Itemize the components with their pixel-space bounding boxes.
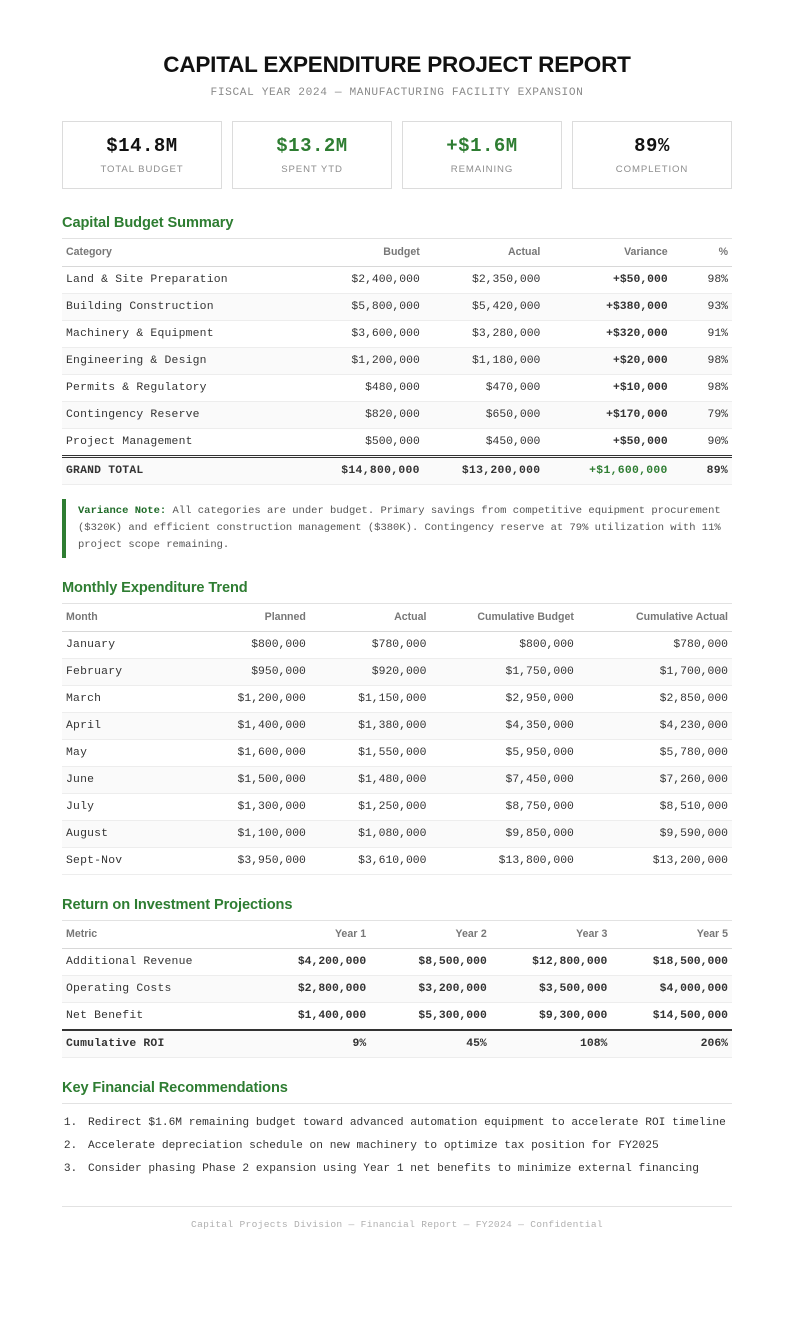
table-row xyxy=(62,293,732,320)
kpi-label: COMPLETION xyxy=(615,163,689,175)
cell-cumulative-actual: $8,510,000 xyxy=(578,793,732,820)
kpi-value: $14.8M xyxy=(106,135,178,157)
cell-month: January xyxy=(62,631,189,658)
grand-total-row xyxy=(62,456,732,484)
cell-cumulative-actual: $7,260,000 xyxy=(578,766,732,793)
column-header-planned: Planned xyxy=(189,603,310,631)
kpi-value: +$1.6M xyxy=(446,135,518,157)
cell-total-year5: 206% xyxy=(611,1030,732,1058)
column-header-actual: Actual xyxy=(424,238,545,266)
cell-total-pct: 89% xyxy=(672,456,732,484)
column-header-metric: Metric xyxy=(62,920,250,948)
cell-total-year3: 108% xyxy=(491,1030,612,1058)
cell-actual: $5,420,000 xyxy=(424,293,545,320)
section-key-recommendations xyxy=(62,1080,732,1178)
column-header-actual: Actual xyxy=(310,603,431,631)
cell-total-budget: $14,800,000 xyxy=(303,456,424,484)
cell-pct: 90% xyxy=(672,428,732,456)
cell-cumulative-budget: $5,950,000 xyxy=(430,739,577,766)
cell-month: Sept-Nov xyxy=(62,847,189,874)
section-heading: Key Financial Recommendations xyxy=(62,1079,288,1096)
table-row xyxy=(62,712,732,739)
cumulative-roi-row xyxy=(62,1030,732,1058)
column-header-month: Month xyxy=(62,603,189,631)
kpi-value: $13.2M xyxy=(276,135,348,157)
section-roi-projections xyxy=(62,897,732,1058)
cell-total-year1: 9% xyxy=(250,1030,371,1058)
cell-category: Engineering & Design xyxy=(62,347,303,374)
table-row xyxy=(62,428,732,456)
table-row xyxy=(62,766,732,793)
table-row xyxy=(62,793,732,820)
kpi-label: SPENT YTD xyxy=(281,163,343,175)
cell-month: May xyxy=(62,739,189,766)
cell-month: June xyxy=(62,766,189,793)
cell-cumulative-budget: $8,750,000 xyxy=(430,793,577,820)
kpi-card-completion xyxy=(572,121,732,189)
kpi-label: REMAINING xyxy=(450,163,514,175)
section-heading: Capital Budget Summary xyxy=(62,214,234,231)
cell-category: Building Construction xyxy=(62,293,303,320)
cell-actual: $3,280,000 xyxy=(424,320,545,347)
section-heading: Return on Investment Projections xyxy=(62,896,293,913)
cell-total-label: GRAND TOTAL xyxy=(62,456,303,484)
table-row xyxy=(62,975,732,1002)
cell-metric: Operating Costs xyxy=(62,975,250,1002)
cell-actual: $650,000 xyxy=(424,401,545,428)
cell-month: August xyxy=(62,820,189,847)
cell-pct: 93% xyxy=(672,293,732,320)
cell-planned: $800,000 xyxy=(189,631,310,658)
cell-budget: $500,000 xyxy=(303,428,424,456)
cell-year5: $4,000,000 xyxy=(611,975,732,1002)
cell-actual: $1,250,000 xyxy=(310,793,431,820)
cell-variance: +$170,000 xyxy=(544,401,671,428)
cell-actual: $470,000 xyxy=(424,374,545,401)
cell-planned: $1,300,000 xyxy=(189,793,310,820)
cell-pct: 98% xyxy=(672,347,732,374)
cell-month: February xyxy=(62,658,189,685)
cell-year2: $8,500,000 xyxy=(370,948,491,975)
cell-cumulative-budget: $2,950,000 xyxy=(430,685,577,712)
cell-actual: $920,000 xyxy=(310,658,431,685)
cell-planned: $950,000 xyxy=(189,658,310,685)
table-row xyxy=(62,266,732,293)
cell-pct: 91% xyxy=(672,320,732,347)
roi-projections-table xyxy=(62,920,732,1058)
kpi-card-spent-ytd xyxy=(232,121,392,189)
section-heading: Monthly Expenditure Trend xyxy=(62,579,248,596)
kpi-label: TOTAL BUDGET xyxy=(100,163,184,175)
list-item: 3. Consider phasing Phase 2 expansion using Year 1 net benefits to minimize external financing xyxy=(84,1160,732,1178)
table-header-row xyxy=(62,238,732,266)
cell-variance: +$380,000 xyxy=(544,293,671,320)
kpi-card-row xyxy=(62,121,732,189)
cell-year3: $3,500,000 xyxy=(491,975,612,1002)
budget-summary-table xyxy=(62,238,732,485)
cell-actual: $3,610,000 xyxy=(310,847,431,874)
cell-variance: +$50,000 xyxy=(544,266,671,293)
list-item: 2. Accelerate depreciation schedule on new machinery to optimize tax position for FY2025 xyxy=(84,1137,732,1155)
cell-year2: $5,300,000 xyxy=(370,1002,491,1030)
cell-year3: $12,800,000 xyxy=(491,948,612,975)
cell-cumulative-budget: $9,850,000 xyxy=(430,820,577,847)
column-header-year5: Year 5 xyxy=(611,920,732,948)
table-row xyxy=(62,320,732,347)
cell-budget: $2,400,000 xyxy=(303,266,424,293)
divider xyxy=(62,1103,732,1104)
table-row xyxy=(62,1002,732,1030)
cell-actual: $1,550,000 xyxy=(310,739,431,766)
column-header-pct: % xyxy=(672,238,732,266)
cell-year3: $9,300,000 xyxy=(491,1002,612,1030)
page-title: CAPITAL EXPENDITURE PROJECT REPORT xyxy=(163,52,631,77)
cell-cumulative-actual: $4,230,000 xyxy=(578,712,732,739)
page-subtitle: FISCAL YEAR 2024 — MANUFACTURING FACILITY EXPANSION xyxy=(210,87,584,99)
cell-metric: Additional Revenue xyxy=(62,948,250,975)
cell-cumulative-budget: $800,000 xyxy=(430,631,577,658)
cell-budget: $820,000 xyxy=(303,401,424,428)
cell-year5: $18,500,000 xyxy=(611,948,732,975)
cell-variance: +$320,000 xyxy=(544,320,671,347)
cell-cumulative-budget: $13,800,000 xyxy=(430,847,577,874)
column-header-variance: Variance xyxy=(544,238,671,266)
cell-month: July xyxy=(62,793,189,820)
cell-metric: Net Benefit xyxy=(62,1002,250,1030)
list-item: 1. Redirect $1.6M remaining budget toward advanced automation equipment to accelerate ROI timeline xyxy=(84,1114,732,1132)
cell-total-label: Cumulative ROI xyxy=(62,1030,250,1058)
table-row xyxy=(62,631,732,658)
cell-month: April xyxy=(62,712,189,739)
cell-cumulative-actual: $13,200,000 xyxy=(578,847,732,874)
cell-variance: +$50,000 xyxy=(544,428,671,456)
cell-category: Contingency Reserve xyxy=(62,401,303,428)
cell-year1: $1,400,000 xyxy=(250,1002,371,1030)
cell-budget: $480,000 xyxy=(303,374,424,401)
column-header-category: Category xyxy=(62,238,303,266)
cell-planned: $1,600,000 xyxy=(189,739,310,766)
recommendations-list xyxy=(62,1114,732,1178)
monthly-trend-table xyxy=(62,603,732,875)
variance-note-text: All categories are under budget. Primary savings from competitive equipment procurement ($320K) and efficient construction management ($380K). Contingency reserve at 79% utilization with 11% project scope remaining. xyxy=(78,504,721,551)
cell-pct: 79% xyxy=(672,401,732,428)
column-header-budget: Budget xyxy=(303,238,424,266)
table-row xyxy=(62,347,732,374)
variance-note xyxy=(62,499,732,558)
cell-cumulative-budget: $1,750,000 xyxy=(430,658,577,685)
table-row xyxy=(62,847,732,874)
kpi-card-remaining xyxy=(402,121,562,189)
cell-actual: $1,480,000 xyxy=(310,766,431,793)
table-row xyxy=(62,739,732,766)
cell-year2: $3,200,000 xyxy=(370,975,491,1002)
cell-actual: $780,000 xyxy=(310,631,431,658)
cell-planned: $3,950,000 xyxy=(189,847,310,874)
section-capital-budget-summary xyxy=(62,215,732,558)
cell-year1: $2,800,000 xyxy=(250,975,371,1002)
cell-actual: $1,180,000 xyxy=(424,347,545,374)
column-header-cumulative-actual: Cumulative Actual xyxy=(578,603,732,631)
table-row xyxy=(62,401,732,428)
table-row xyxy=(62,948,732,975)
page-footer: Capital Projects Division — Financial Report — FY2024 — Confidential xyxy=(62,1206,732,1230)
column-header-year1: Year 1 xyxy=(250,920,371,948)
cell-category: Project Management xyxy=(62,428,303,456)
cell-category: Machinery & Equipment xyxy=(62,320,303,347)
cell-budget: $1,200,000 xyxy=(303,347,424,374)
table-header-row xyxy=(62,603,732,631)
table-row xyxy=(62,820,732,847)
cell-cumulative-actual: $5,780,000 xyxy=(578,739,732,766)
cell-year5: $14,500,000 xyxy=(611,1002,732,1030)
cell-total-actual: $13,200,000 xyxy=(424,456,545,484)
column-header-year2: Year 2 xyxy=(370,920,491,948)
table-row xyxy=(62,658,732,685)
kpi-card-total-budget xyxy=(62,121,222,189)
table-row xyxy=(62,685,732,712)
cell-total-year2: 45% xyxy=(370,1030,491,1058)
cell-cumulative-actual: $780,000 xyxy=(578,631,732,658)
cell-pct: 98% xyxy=(672,374,732,401)
cell-planned: $1,500,000 xyxy=(189,766,310,793)
variance-note-label: Variance Note: xyxy=(78,504,167,517)
cell-variance: +$20,000 xyxy=(544,347,671,374)
cell-actual: $1,150,000 xyxy=(310,685,431,712)
cell-actual: $450,000 xyxy=(424,428,545,456)
cell-budget: $5,800,000 xyxy=(303,293,424,320)
cell-cumulative-actual: $1,700,000 xyxy=(578,658,732,685)
cell-category: Permits & Regulatory xyxy=(62,374,303,401)
kpi-value: 89% xyxy=(634,135,670,157)
section-monthly-expenditure-trend xyxy=(62,580,732,875)
cell-year1: $4,200,000 xyxy=(250,948,371,975)
cell-actual: $1,080,000 xyxy=(310,820,431,847)
cell-cumulative-actual: $2,850,000 xyxy=(578,685,732,712)
cell-variance: +$10,000 xyxy=(544,374,671,401)
cell-total-variance: +$1,600,000 xyxy=(544,456,671,484)
cell-actual: $2,350,000 xyxy=(424,266,545,293)
table-header-row xyxy=(62,920,732,948)
cell-month: March xyxy=(62,685,189,712)
table-row xyxy=(62,374,732,401)
cell-cumulative-actual: $9,590,000 xyxy=(578,820,732,847)
cell-category: Land & Site Preparation xyxy=(62,266,303,293)
cell-cumulative-budget: $4,350,000 xyxy=(430,712,577,739)
cell-planned: $1,100,000 xyxy=(189,820,310,847)
cell-actual: $1,380,000 xyxy=(310,712,431,739)
cell-planned: $1,400,000 xyxy=(189,712,310,739)
column-header-cumulative-budget: Cumulative Budget xyxy=(430,603,577,631)
cell-budget: $3,600,000 xyxy=(303,320,424,347)
column-header-year3: Year 3 xyxy=(491,920,612,948)
cell-pct: 98% xyxy=(672,266,732,293)
cell-planned: $1,200,000 xyxy=(189,685,310,712)
cell-cumulative-budget: $7,450,000 xyxy=(430,766,577,793)
